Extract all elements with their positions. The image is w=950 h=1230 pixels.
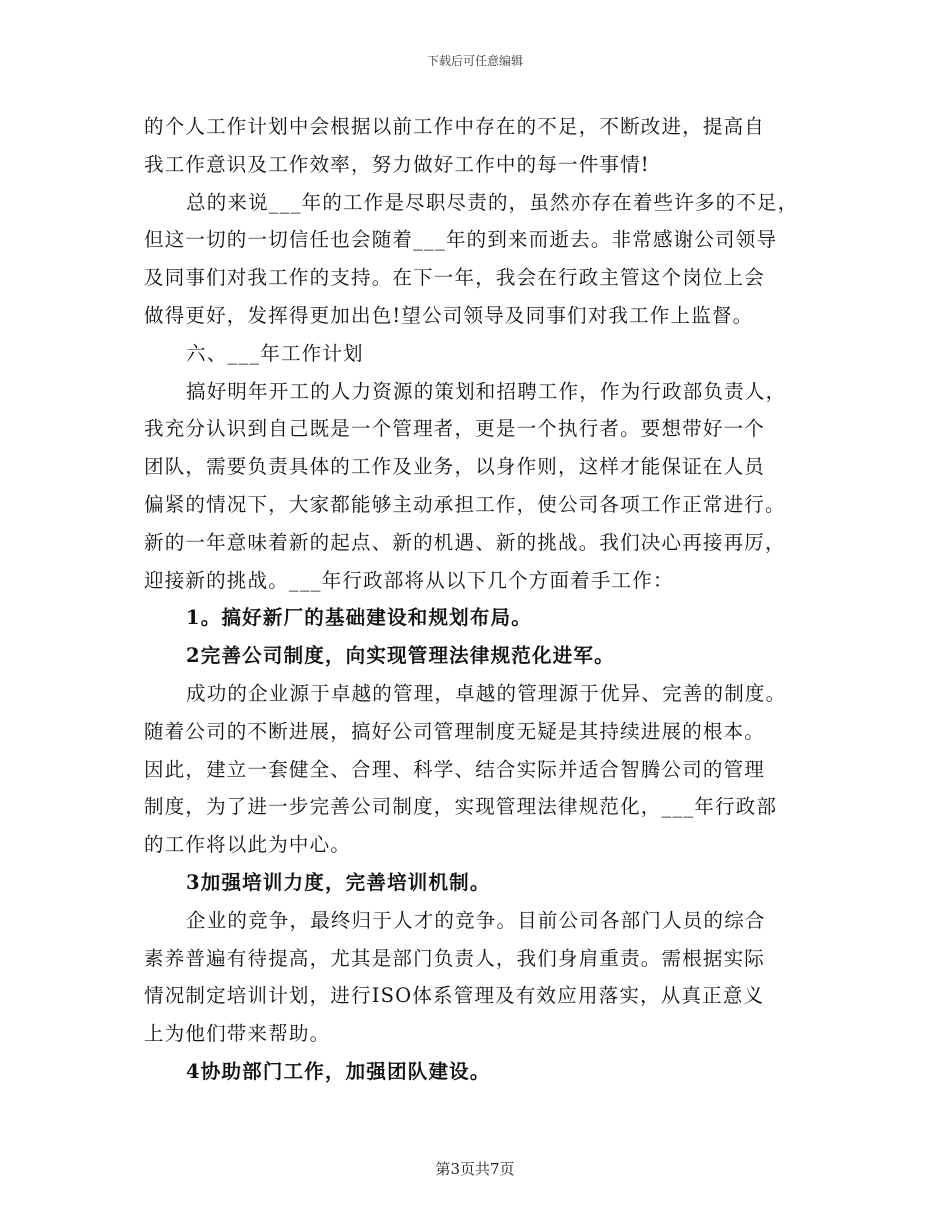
page-header: 下载后可任意编辑 [426,54,523,68]
body-text-line: 随着公司的不断进展，搞好公司管理制度无疑是其持续进展的根本。 [144,719,766,743]
body-text-line: 因此，建立一套健全、合理、科学、结合实际并适合智腾公司的管理 [144,757,766,781]
body-text-line: 成功的企业源于卓越的管理，卓越的管理源于优异、完善的制度。 [186,681,787,705]
body-text-line: 及同事们对我工作的支持。在下一年，我会在行政主管这个岗位上会 [144,266,766,290]
body-text-line: 企业的竞争，最终归于人才的竞争。目前公司各部门人员的综合 [186,908,766,932]
section-heading-line: 4协助部门工作，加强团队建设。 [186,1059,491,1083]
section-heading-line: 2完善公司制度，向实现管理法律规范化进军。 [186,644,615,668]
body-text-line: 做得更好，发挥得更加出色!望公司领导及同事们对我工作上监督。 [144,303,754,327]
body-text-line: 我充分认识到自己既是一个管理者，更是一个执行者。要想带好一个 [144,417,766,441]
body-text-line: 新的一年意味着新的起点、新的机遇、新的挑战。我们决心再接再厉， [144,530,786,554]
body-text-line: 六、___年工作计划 [186,341,364,365]
body-text-line: 素养普遍有待提高，尤其是部门负责人，我们身肩重责。需根据实际 [144,946,766,970]
body-text-line: 的工作将以此为中心。 [144,833,352,857]
page-footer: 第3页共7页 [435,1160,515,1178]
body-text-line: 但这一切的一切信任也会随着___年的到来而逝去。非常感谢公司领导 [144,228,778,252]
body-text-line: 迎接新的挑战。___年行政部将从以下几个方面着手工作： [144,568,674,592]
body-text-line: 团队，需要负责具体的工作及业务，以身作则，这样才能保证在人员 [144,455,766,479]
body-text-line: 情况制定培训计划，进行ISO体系管理及有效应用落实，从真正意义 [144,984,765,1008]
section-heading-line: 3加强培训力度，完善培训机制。 [186,870,491,894]
document-body [144,108,824,1091]
body-text-line: 偏紧的情况下，大家都能够主动承担工作，使公司各项工作正常进行。 [144,492,786,516]
body-text-line: 的个人工作计划中会根据以前工作中存在的不足，不断改进，提高自 [144,115,766,138]
body-text-line: 总的来说___年的工作是尽职尽责的，虽然亦存在着些许多的不足， [186,190,799,214]
body-text-line: 上为他们带来帮助。 [144,1022,331,1046]
body-text-line: 搞好明年开工的人力资源的策划和招聘工作，作为行政部负责人， [186,379,787,403]
body-text-line: 我工作意识及工作效率，努力做好工作中的每一件事情! [144,152,650,176]
section-heading-line: 1。搞好新厂的基础建设和规划布局。 [186,606,532,630]
body-text-line: 制度，为了进一步完善公司制度，实现管理法律规范化，___年行政部 [144,795,778,819]
